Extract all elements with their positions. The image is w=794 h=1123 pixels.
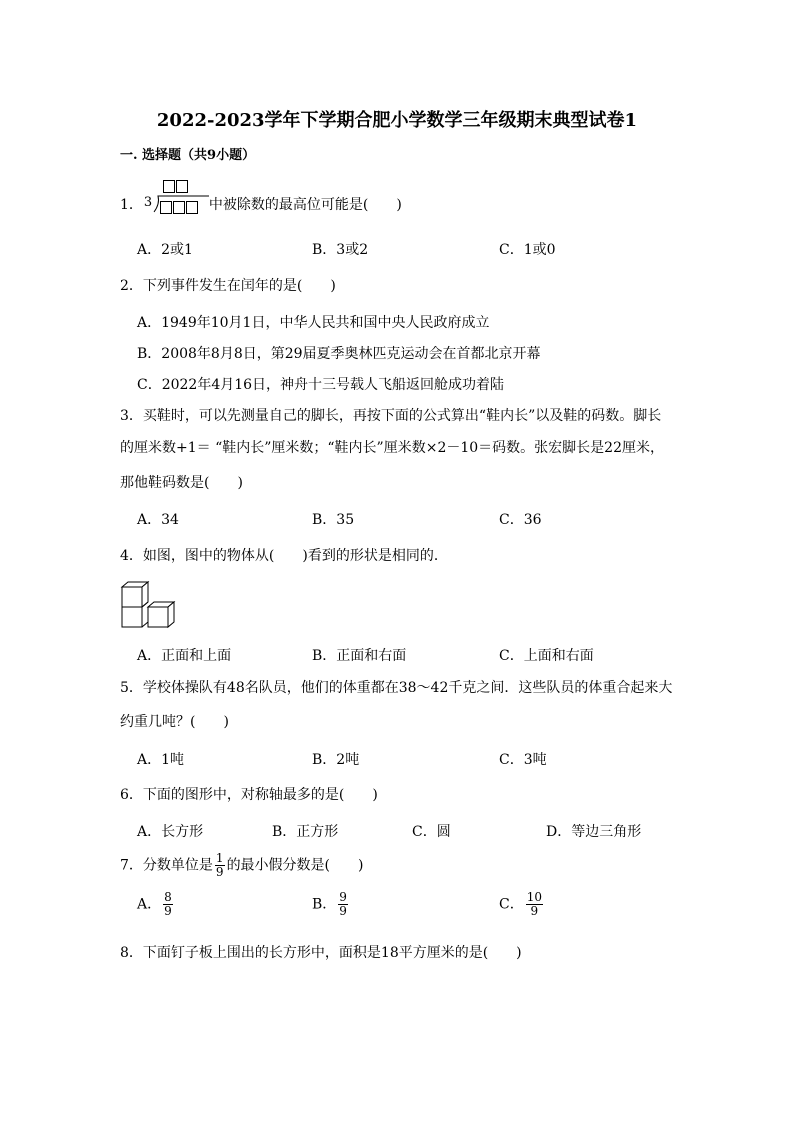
q4-option-b: B．正面和右面 [312, 648, 407, 664]
unit-denominator: 9 [215, 865, 224, 879]
unit-fraction [215, 852, 225, 879]
q5-option-c: C．3吨 [499, 752, 547, 768]
question-7-post: 的最小假分数是( ) [226, 857, 364, 874]
page-title: 2022-2023学年下学期合肥小学数学三年级期末典型试卷1 [156, 110, 638, 131]
question-4: 4．如图，图中的物体从( )看到的形状是相同的． [120, 548, 448, 564]
q6-option-d: D．等边三角形 [546, 824, 642, 840]
question-2: 2．下列事件发生在闰年的是( ) [120, 278, 336, 294]
question-3-line-2: 的厘米数+1＝ “鞋内长”厘米数；“鞋内长”厘米数×2－10＝码数。张宏脚长是22厘米， [120, 440, 664, 456]
question-5-line-2: 约重几吨？( ) [120, 714, 229, 730]
q4-option-a: A．正面和上面 [137, 648, 232, 664]
dividend-box [160, 201, 172, 214]
q7-option-b [312, 891, 350, 918]
q5-option-b: B．2吨 [312, 752, 360, 768]
q2-option-a: A．1949年10月1日，中华人民共和国中央人民政府成立 [137, 315, 490, 331]
q3-option-b: B．35 [312, 512, 355, 528]
numerator: 10 [526, 890, 542, 904]
denominator: 9 [164, 904, 172, 918]
q7-option-a [137, 891, 175, 918]
question-7-pre: 7．分数单位是 [120, 857, 213, 874]
q1-option-a: A．2或1 [137, 242, 193, 258]
q7-option-c-label: C． [499, 896, 524, 913]
section-heading: 一. 选择题（共9小题） [120, 148, 256, 163]
question-3-line-1: 3．买鞋时，可以先测量自己的脚长，再按下面的公式算出“鞋内长”以及鞋的码数。脚长 [120, 408, 662, 424]
q7-option-b-label: B． [312, 896, 337, 913]
long-division-figure [143, 180, 209, 214]
denominator: 9 [339, 904, 347, 918]
q4-option-c: C．上面和右面 [499, 648, 594, 664]
divisor: 3 [143, 195, 153, 210]
q6-option-c: C．圆 [412, 824, 451, 840]
question-8: 8．下面钉子板上围出的长方形中，面积是18平方厘米的是( ) [120, 945, 522, 961]
q6-option-a: A．长方形 [137, 824, 204, 840]
dividend-box [173, 201, 185, 214]
question-1-text: 中被除数的最高位可能是( ) [208, 197, 402, 213]
q7-option-b-fraction [338, 891, 348, 918]
numerator: 9 [339, 890, 347, 904]
question-3-line-3: 那他鞋码数是( ) [120, 475, 243, 491]
question-1 [120, 180, 402, 214]
q5-option-a: A．1吨 [137, 752, 185, 768]
question-7 [120, 852, 364, 879]
q2-option-c: C．2022年4月16日，神舟十三号载人飞船返回舱成功着陆 [137, 377, 505, 393]
q6-option-b: B．正方形 [272, 824, 339, 840]
q7-option-c [499, 891, 545, 918]
q7-option-a-label: A． [137, 896, 162, 913]
q1-option-b: B．3或2 [312, 242, 369, 258]
cube-figure [120, 580, 180, 632]
question-1-number: 1． [120, 197, 143, 213]
numerator: 8 [164, 890, 172, 904]
q2-option-b: B．2008年8月8日，第29届夏季奥林匹克运动会在首都北京开幕 [137, 346, 541, 362]
dividend-boxes [160, 199, 199, 215]
question-5-line-1: 5．学校体操队有48名队员，他们的体重都在38～42千克之间．这些队员的体重合起来大 [120, 680, 673, 696]
q3-option-a: A．34 [137, 512, 179, 528]
q3-option-c: C．36 [499, 512, 542, 528]
denominator: 9 [530, 904, 539, 918]
dividend-box [186, 201, 198, 214]
q7-option-a-fraction [163, 891, 173, 918]
unit-numerator: 1 [215, 851, 224, 865]
question-6: 6．下面的图形中，对称轴最多的是( ) [120, 787, 378, 803]
q1-option-c: C．1或0 [499, 242, 556, 258]
q7-option-c-fraction [526, 891, 543, 918]
